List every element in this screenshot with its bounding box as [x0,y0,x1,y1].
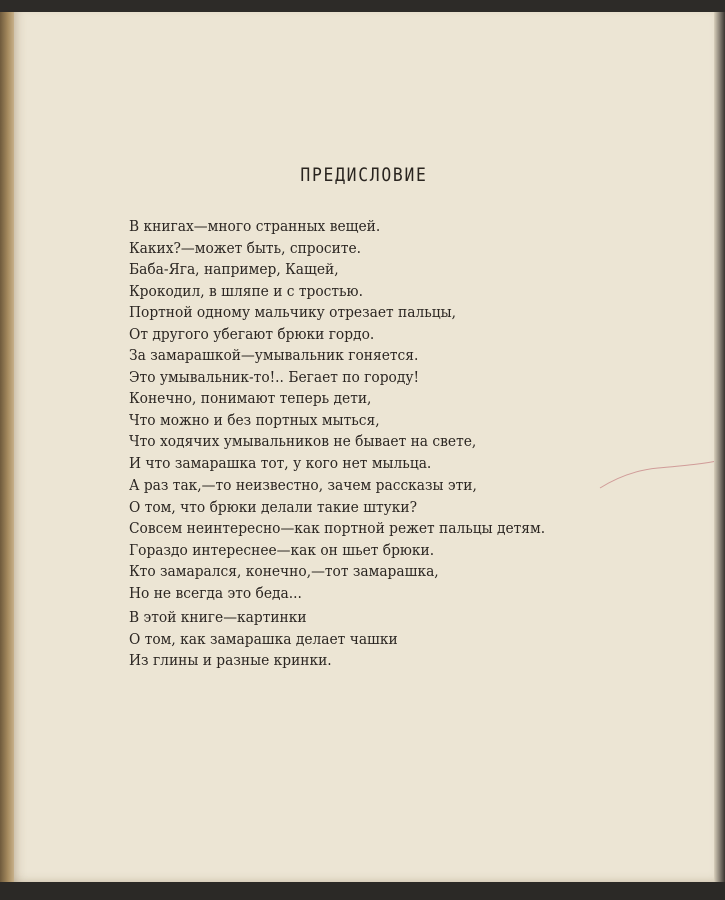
scan-background-bottom [0,882,725,900]
scan-background-top [0,0,725,12]
book-spine [0,12,14,882]
poem-line: Это умывальник-то!.. Бегает по городу! [129,367,420,386]
poem-line: В книгах—много странных вещей. [129,217,381,235]
poem-line: Что ходячих умывальников не бывает на свете, [129,432,477,450]
stanza-2 [129,475,599,604]
poem-line: О том, что брюки делали такие штуки? [129,497,418,516]
poem-line: Каких?—может быть, спросите. [129,238,362,257]
poem-line: За замарашкой—умывальник гоняется. [129,346,419,364]
poem-line: И что замарашка тот, у кого нет мыльца. [129,453,432,472]
poem-line: Но не всегда это беда... [129,583,302,602]
poem-line: Гораздо интереснее—как он шьет брюки. [129,540,435,559]
poem-line: Портной одному мальчику отрезает пальцы, [129,303,456,321]
poem-line: А раз так,—то неизвестно, зачем рассказы эти, [129,476,477,494]
page-title: ПРЕДИСЛОВИЕ [300,164,428,186]
poem-line: Что можно и без портных мыться, [129,410,380,429]
stanza-3 [129,607,599,672]
poem-line: Конечно, понимают теперь дети, [129,389,372,407]
page-right-edge [714,12,725,882]
poem-line: Из глины и разные кринки. [129,651,332,669]
book-page [14,12,714,882]
stanza-1 [129,216,599,474]
pencil-mark [596,456,725,496]
poem-line: Совсем неинтересно—как портной режет пальцы детям. [129,519,546,537]
poem-line: От другого убегают брюки гордо. [129,324,375,343]
poem-line: Баба-Яга, например, Кащей, [129,260,339,278]
poem-line: О том, как замарашка делает чашки [129,629,398,648]
poem-line: Кто замарался, конечно,—тот замарашка, [129,562,439,580]
poem-line: Крокодил, в шляпе и с тростью. [129,281,363,300]
poem-line: В этой книге—картинки [129,608,307,626]
